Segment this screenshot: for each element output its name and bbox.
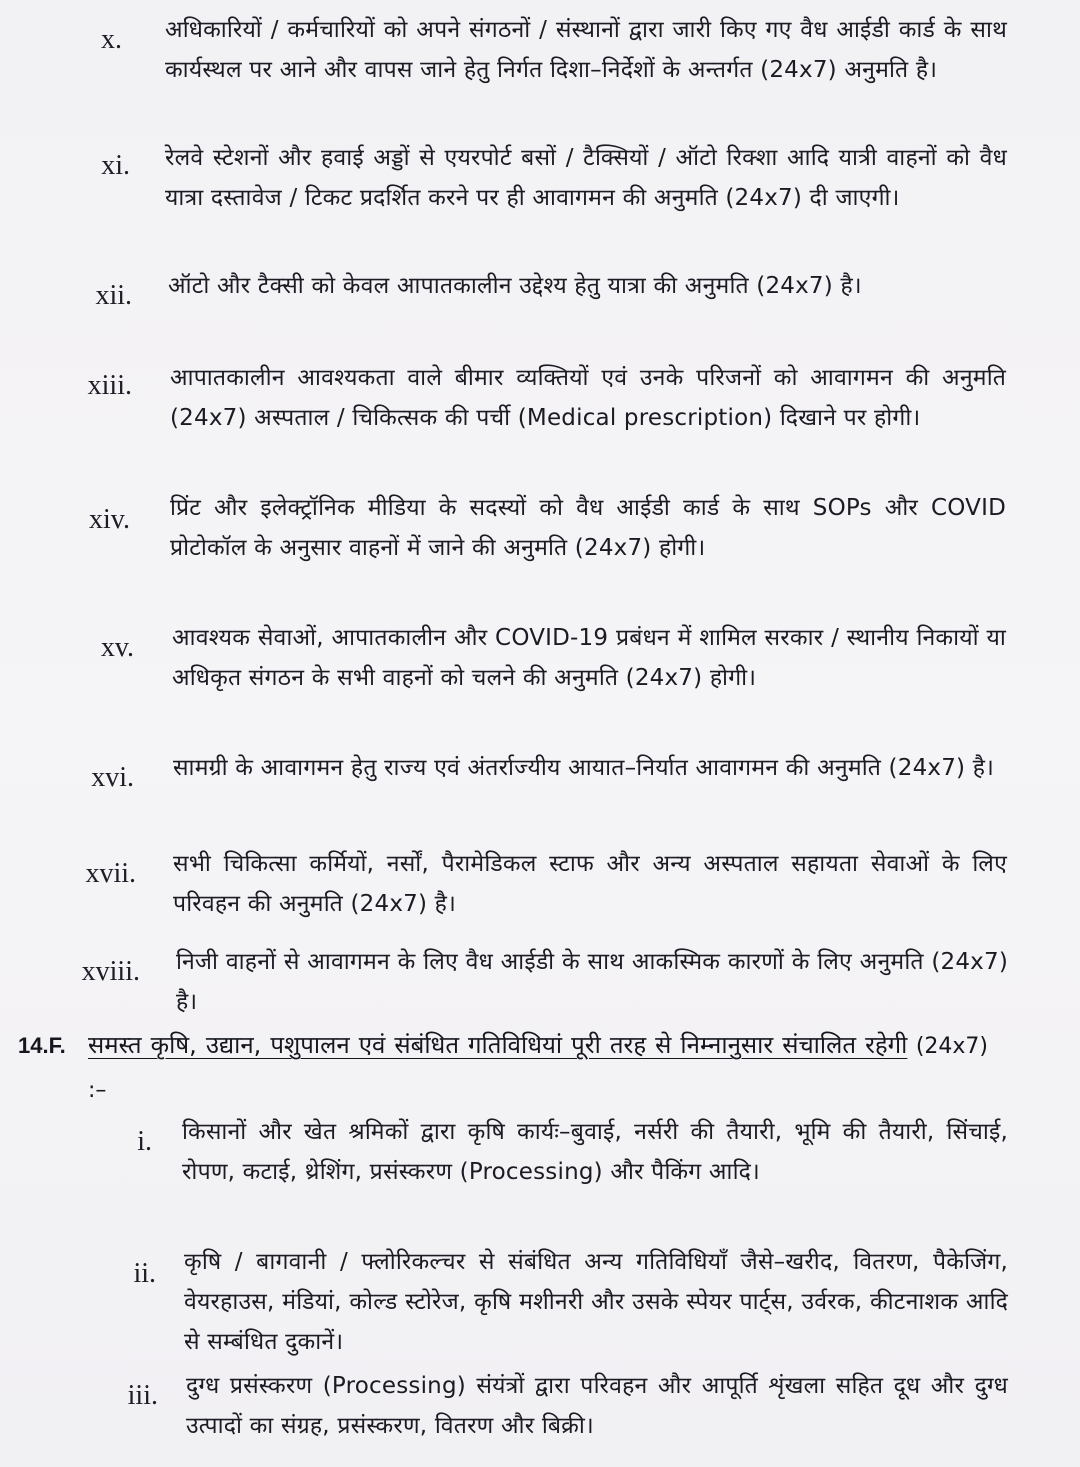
item-text: किसानों और खेत श्रमिकों द्वारा कृषि कार्यः–बुवाई, नर्सरी की तैयारी, भूमि की तैयारी, सिंचाई, रोपण, कटाई, थ्रेशिंग, प्रसंस्करण (Processing) और पैकिंग आदि। — [182, 1119, 1008, 1185]
item-text: निजी वाहनों से आवागमन के लिए वैध आईडी के साथ आकस्मिक कारणों के लिए अनुमति (24x7) है। — [176, 949, 1008, 1015]
item-text: अधिकारियों / कर्मचारियों को अपने संगठनों / संस्थानों द्वारा जारी किए गए वैध आईडी कार्ड के साथ कार्यस्थल पर आने और वापस जाने हेतु निर्गत दिशा–निर्देशों के अन्तर्गत (24x7) अनुमति है। — [165, 17, 1007, 83]
item-text: सभी चिकित्सा कर्मियों, नर्सों, पैरामेडिकल स्टाफ और अन्य अस्पताल सहायता सेवाओं के लिए परिवहन की अनुमति (24x7) है। — [173, 851, 1007, 917]
item-number: xviii. — [81, 956, 140, 987]
section-heading — [88, 1024, 988, 1112]
item-text: आपातकालीन आवश्यकता वाले बीमार व्यक्तियों एवं उनके परिजनों को आवागमन की अनुमति (24x7) अस्पताल / चिकित्सक की पर्ची (Medical prescription) दिखाने पर होगी। — [170, 365, 1006, 431]
item-number: ii. — [133, 1258, 156, 1289]
item-text: सामग्री के आवागमन हेतु राज्य एवं अंतर्राज्यीय आयात–निर्यात आवागमन की अनुमति (24x7) है। — [173, 755, 995, 781]
item-number: xv. — [100, 632, 134, 663]
item-text: रेलवे स्टेशनों और हवाई अड्डों से एयरपोर्ट बसों / टैक्सियों / ऑटो रिक्शा आदि यात्री वाहनों को वैध यात्रा दस्तावेज / टिकट प्रदर्शित करने पर ही आवागमन की अनुमति (24x7) दी जाएगी। — [165, 145, 1007, 211]
item-number: xi. — [101, 150, 130, 181]
item-number: xiv. — [89, 504, 130, 535]
item-number: xiii. — [87, 370, 132, 401]
item-text: ऑटो और टैक्सी को केवल आपातकालीन उद्देश्य हेतु यात्रा की अनुमति (24x7) है। — [168, 273, 862, 299]
section-number: 14.F. — [18, 1033, 66, 1058]
item-number: i. — [137, 1126, 152, 1157]
section-heading-text: समस्त कृषि, उद्यान, पशुपालन एवं संबंधित गतिविधियां पूरी तरह से निम्नानुसार संचालित रहेगी — [88, 1031, 908, 1059]
item-number: x. — [101, 24, 122, 55]
item-number: iii. — [127, 1380, 158, 1411]
section-heading-tail: (24x7) :– — [88, 1034, 988, 1103]
item-number: xvi. — [91, 762, 134, 793]
item-text: कृषि / बागवानी / फ्लोरिकल्चर से संबंधित अन्य गतिविधियाँ जैसे–खरीद, वितरण, पैकेजिंग, वेयरहाउस, मंडियां, कोल्ड स्टोरेज, कृषि मशीनरी और उसके स्पेयर पार्ट्स, उर्वरक, कीटनाशक आदि से सम्बंधित दुकानें। — [184, 1249, 1008, 1355]
item-number: xvii. — [85, 858, 136, 889]
item-number: xii. — [95, 280, 132, 311]
item-text: आवश्यक सेवाओं, आपातकालीन और COVID-19 प्रबंधन में शामिल सरकार / स्थानीय निकायों या अधिकृत संगठन के सभी वाहनों को चलने की अनुमति (24x7) होगी। — [172, 625, 1006, 691]
item-text: प्रिंट और इलेक्ट्रॉनिक मीडिया के सदस्यों को वैध आईडी कार्ड के साथ SOPs और COVID प्रोटोकॉल के अनुसार वाहनों में जाने की अनुमति (24x7) होगी। — [170, 495, 1006, 561]
item-text: दुग्ध प्रसंस्करण (Processing) संयंत्रों द्वारा परिवहन और आपूर्ति शृंखला सहित दूध और दुग्ध उत्पादों का संग्रह, प्रसंस्करण, वितरण और बिक्री। — [186, 1373, 1008, 1439]
